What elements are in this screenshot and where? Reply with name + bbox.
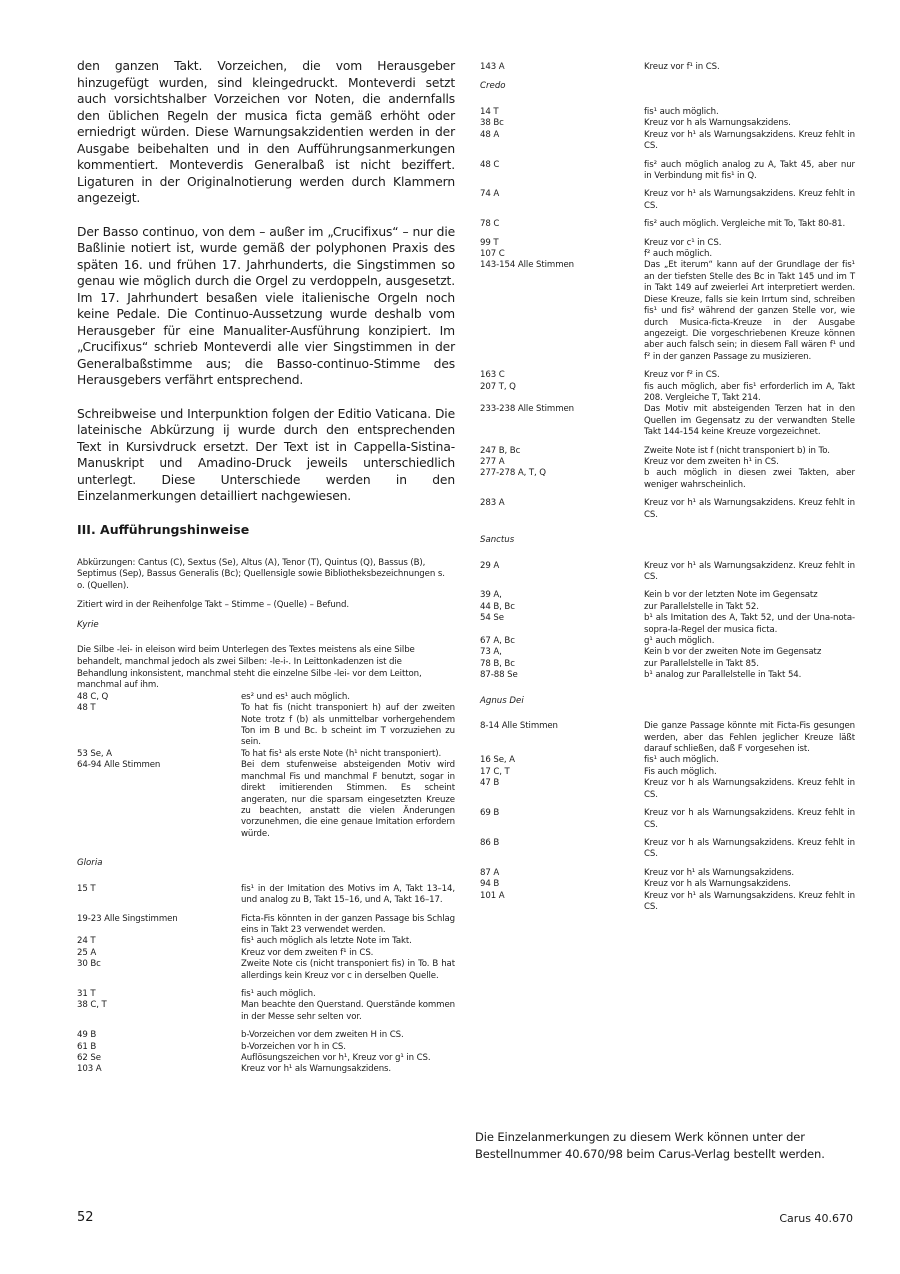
note-ref: 233-238 Alle Stimmen bbox=[480, 404, 575, 415]
note-row bbox=[77, 989, 455, 1000]
note-ref: 19-23 Alle Singstimmen bbox=[77, 913, 178, 924]
note-row bbox=[77, 948, 455, 959]
note-text: b¹ analog zur Parallelstelle in Takt 54. bbox=[644, 670, 802, 681]
note-ref: 101 A bbox=[480, 890, 505, 901]
note-ref: 62 Se bbox=[77, 1053, 101, 1063]
citation-note: Zitiert wird in der Reihenfolge Takt – Stimme – (Quelle) – Befund. bbox=[77, 600, 350, 611]
note-ref: 24 T bbox=[77, 936, 96, 947]
note-ref: 29 A bbox=[480, 560, 500, 571]
body-paragraph: den ganzen Takt. Vorzeichen, die vom Herausgeber hinzugefügt wurden, sind kleingedruckt. Monteverdi setzt auch vorsichtshalber Vorzeichen vor Noten, die andernfalls den üblichen Regeln der musica ficta gemäß erhöht oder erniedrigt würden. Diese Warnungsakzidentien werden in der Ausgabe beibehalten und in den Aufführungsanmerkungen kommentiert. Monteverdis Generalbaß ist nicht beziffert. Ligaturen in der Originalnotierung werden durch Klammern angezeigt. bbox=[77, 59, 455, 205]
note-row bbox=[480, 62, 855, 73]
note-text: fis¹ in der Imitation des Motivs im A, Takt 13–14, und analog zu B, Takt 15–16, und A, Takt 16–17. bbox=[241, 883, 455, 906]
note-text: fis² auch möglich analog zu A, Takt 45, aber nur in Verbindung mit fis¹ in Q. bbox=[644, 159, 855, 182]
note-text: Kein b vor der letzten Note im Gegensatz bbox=[644, 590, 818, 601]
note-row bbox=[480, 404, 855, 438]
note-text: es² und es¹ auch möglich. bbox=[241, 691, 350, 702]
publisher-reference: Carus 40.670 bbox=[779, 1212, 853, 1225]
note-text: Kreuz vor h als Warnungsakzidens. bbox=[644, 118, 791, 129]
kyrie-list bbox=[77, 692, 455, 840]
note-row bbox=[480, 868, 855, 879]
note-ref: 53 Se, A bbox=[77, 748, 112, 759]
note-text: Man beachte den Querstand. Querstände kommen in der Messe sehr selten vor. bbox=[241, 1000, 455, 1022]
note-row bbox=[480, 647, 855, 658]
note-row bbox=[480, 238, 855, 249]
note-ref: 30 Bc bbox=[77, 959, 101, 970]
note-text: b-Vorzeichen vor h in CS. bbox=[241, 1041, 346, 1052]
note-text: To hat fis¹ als erste Note (h¹ nicht transponiert). bbox=[241, 748, 442, 759]
note-text: Zweite Note ist f (nicht transponiert b) in To. bbox=[644, 445, 830, 456]
note-row bbox=[480, 767, 855, 778]
note-ref: 67 A, Bc bbox=[480, 636, 515, 647]
note-ref: 64-94 Alle Stimmen bbox=[77, 760, 161, 771]
kyrie-intro: Die Silbe -lei- in eleison wird beim Unterlegen des Textes meistens als eine Silbe behandelt, manchmal jedoch als zwei Silben: -le-i-. In Leittonkadenzen ist die Behandlung inkonsistent, manchmal steht die einzelne Silbe -lei- vor dem Leitton, manchmal auf ihm. bbox=[77, 645, 422, 691]
note-row bbox=[480, 446, 855, 457]
kyrie-title: Kyrie bbox=[77, 619, 99, 630]
note-text: Kreuz vor h als Warnungsakzidens. Kreuz fehlt in CS. bbox=[644, 808, 855, 830]
note-row bbox=[480, 879, 855, 890]
note-ref: 31 T bbox=[77, 988, 96, 999]
note-row bbox=[480, 130, 855, 153]
note-row bbox=[480, 755, 855, 766]
note-row bbox=[480, 613, 855, 636]
note-text: Das „Et iterum“ kann auf der Grundlage der fis¹ an der tiefsten Stelle des Bc in Takt 145 und im T in Takt 149 auf zweierlei Art interpretiert werden. Diese Kreuze, falls sie kein Irrtum sind, schreiben fis¹ und fis² während der ganzen Stelle vor, wie durch Musica-ficta-Kreuze in der Ausgabe angezeigt. Die vorgeschriebenen Kreuze können aber auch falsch sein; in diesem Fall wären f¹ und f² in der ganzen Passage zu musizieren. bbox=[644, 260, 855, 362]
note-row bbox=[480, 249, 855, 260]
note-row bbox=[480, 670, 855, 681]
note-text: Fis auch möglich. bbox=[644, 766, 717, 777]
note-row bbox=[77, 703, 455, 749]
note-ref: 38 Bc bbox=[480, 118, 504, 129]
note-text: Kreuz vor h¹ als Warnungsakzidenz. Kreuz fehlt in CS. bbox=[644, 560, 855, 582]
note-row bbox=[480, 891, 855, 914]
page-number: 52 bbox=[77, 1210, 94, 1225]
note-text: Ficta-Fis könnten in der ganzen Passage bis Schlag eins in Takt 23 verwendet werden. bbox=[241, 913, 455, 935]
note-ref: 48 A bbox=[480, 129, 500, 140]
note-row bbox=[77, 760, 455, 840]
note-ref: 48 T bbox=[77, 703, 96, 714]
note-row bbox=[77, 1053, 455, 1064]
note-text: Kein b vor der zweiten Note im Gegensatz bbox=[644, 647, 822, 658]
note-row bbox=[480, 457, 855, 468]
note-row bbox=[480, 636, 855, 647]
note-ref: 48 C, Q bbox=[77, 691, 109, 702]
note-ref: 277-278 A, T, Q bbox=[480, 468, 546, 479]
note-ref: 107 C bbox=[480, 249, 505, 260]
note-ref: 73 A, bbox=[480, 647, 502, 658]
note-row bbox=[77, 749, 455, 760]
note-row bbox=[77, 959, 455, 982]
note-row bbox=[480, 838, 855, 861]
note-text: Kreuz vor dem zweiten h¹ in CS. bbox=[644, 456, 779, 467]
note-row bbox=[480, 107, 855, 118]
note-ref: 25 A bbox=[77, 947, 97, 958]
note-row bbox=[77, 1030, 455, 1041]
note-text: f² auch möglich. bbox=[644, 249, 712, 260]
note-row bbox=[77, 1000, 455, 1023]
note-text: Kreuz vor h¹ als Warnungsakzidens. Kreuz fehlt in CS. bbox=[644, 129, 855, 152]
note-row bbox=[480, 260, 855, 363]
note-text: Auflösungszeichen vor h¹, Kreuz vor g¹ in CS. bbox=[241, 1053, 431, 1063]
note-row bbox=[480, 468, 855, 491]
note-text: Kreuz vor dem zweiten f¹ in CS. bbox=[241, 947, 374, 958]
note-text: Kreuz vor h als Warnungsakzidens. Kreuz fehlt in CS. bbox=[644, 778, 855, 800]
note-text: Kreuz vor h als Warnungsakzidens. bbox=[644, 879, 791, 890]
note-text: fis¹ auch möglich. bbox=[644, 107, 719, 117]
note-text: Kreuz vor c¹ in CS. bbox=[644, 237, 722, 248]
note-row bbox=[480, 721, 855, 755]
note-row bbox=[480, 160, 855, 183]
note-ref: 143 A bbox=[480, 62, 505, 72]
note-text: fis² auch möglich. Vergleiche mit To, Takt 80-81. bbox=[644, 219, 846, 230]
note-text: Das Motiv mit absteigenden Terzen hat in den Quellen im Gegensatz zu der verwandten Stelle Takt 144-154 keine Kreuze vorgezeichnet. bbox=[644, 404, 855, 438]
note-row bbox=[480, 561, 855, 584]
note-row bbox=[480, 118, 855, 129]
note-row bbox=[77, 914, 455, 937]
note-ref: 94 B bbox=[480, 879, 500, 890]
body-paragraph: Schreibweise und Interpunktion folgen der Editio Vaticana. Die lateinische Abkürzung ij wurde durch den entsprechenden Text in Kursivdruck ersetzt. Der Text ist in Cappella-Sistina-Manuskript und Amadino-Druck jeweils unterschiedlich unterlegt. Diese Unterschiede werden in den Einzelanmerkungen detailliert nachgewiesen. bbox=[77, 406, 455, 503]
order-note: Die Einzelanmerkungen zu diesem Werk können unter der Bestellnummer 40.670/98 beim Carus-Verlag bestellt werden. bbox=[475, 1130, 825, 1161]
note-ref: 86 B bbox=[480, 837, 500, 848]
note-ref: 14 T bbox=[480, 107, 499, 117]
gloria-list bbox=[77, 884, 455, 1076]
note-text: zur Parallelstelle in Takt 85. bbox=[644, 658, 759, 669]
note-row bbox=[77, 884, 455, 907]
note-ref: 99 T bbox=[480, 237, 499, 248]
note-row bbox=[480, 370, 855, 381]
note-ref: 247 B, Bc bbox=[480, 445, 521, 456]
sanctus-title: Sanctus bbox=[480, 535, 515, 545]
note-ref: 47 B bbox=[480, 778, 500, 789]
note-ref: 39 A, bbox=[480, 590, 502, 601]
credo-list bbox=[480, 107, 855, 521]
note-row bbox=[480, 602, 855, 613]
note-row bbox=[480, 382, 855, 405]
note-text: fis¹ auch möglich. bbox=[241, 988, 316, 999]
note-row bbox=[480, 659, 855, 670]
note-row bbox=[77, 1064, 455, 1075]
note-ref: 103 A bbox=[77, 1064, 102, 1075]
body-paragraph: Der Basso continuo, von dem – außer im „Crucifixus“ – nur die Baßlinie notiert ist, wurde gemäß der polyphonen Praxis des späten 16. und frühen 17. Jahrhunderts, die Singstimmen so genau wie möglich durch die Orgel zu verdoppeln, ausgesetzt. Im 17. Jahrhundert besaßen viele italienische Orgeln noch keine Pedale. Die Continuo-Aussetzung wurde deshalb vom Herausgeber für eine Manualiter-Ausführung konzipiert. Im „Crucifixus“ schrieb Monteverdi alle vier Singstimmen in der Generalbaßstimme aus; die Basso-continuo-Stimme des Herausgebers verfährt entsprechend. bbox=[77, 224, 455, 387]
note-row bbox=[480, 189, 855, 212]
note-ref: 49 B bbox=[77, 1030, 97, 1041]
section-heading: III. Aufführungshinweise bbox=[77, 521, 250, 537]
note-text: Kreuz vor f² in CS. bbox=[644, 370, 720, 381]
note-row bbox=[480, 219, 855, 230]
note-ref: 78 C bbox=[480, 219, 500, 230]
note-text: Kreuz vor h¹ als Warnungsakzidens. bbox=[644, 867, 795, 878]
note-text: Kreuz vor h als Warnungsakzidens. Kreuz fehlt in CS. bbox=[644, 837, 855, 860]
note-ref: 143-154 Alle Stimmen bbox=[480, 260, 575, 271]
gloria-title: Gloria bbox=[77, 858, 103, 869]
note-ref: 87-88 Se bbox=[480, 670, 518, 681]
note-ref: 15 T bbox=[77, 883, 96, 894]
note-row bbox=[77, 692, 455, 703]
note-ref: 207 T, Q bbox=[480, 381, 516, 392]
note-text: Zweite Note cis (nicht transponiert fis) in To. B hat allerdings kein Kreuz vor c in derselben Quelle. bbox=[241, 959, 455, 981]
note-ref: 87 A bbox=[480, 867, 500, 878]
note-text: Kreuz vor f¹ in CS. bbox=[644, 62, 720, 72]
note-text: fis¹ auch möglich. bbox=[644, 755, 719, 766]
note-text: b¹ als Imitation des A, Takt 52, und der Una-nota-sopra-la-Regel der musica ficta. bbox=[644, 613, 855, 635]
note-ref: 61 B bbox=[77, 1041, 97, 1052]
note-text: zur Parallelstelle in Takt 52. bbox=[644, 601, 759, 612]
right-column bbox=[480, 62, 855, 913]
note-row bbox=[480, 778, 855, 801]
note-ref: 38 C, T bbox=[77, 1000, 107, 1011]
note-text: Kreuz vor h¹ als Warnungsakzidens. bbox=[241, 1064, 392, 1075]
abbreviations-note: Abkürzungen: Cantus (C), Sextus (Se), Altus (A), Tenor (T), Quintus (Q), Bassus (B), Septimus (Sep), Bassus Generalis (Bc); Quellensigle sowie Bibliotheksbezeichnungen s. o. (Quellen). bbox=[77, 557, 445, 591]
note-text: Die ganze Passage könnte mit Ficta-Fis gesungen werden, aber das Fehlen jeglicher Kreuze läßt darauf schließen, daß F vorgesehen ist. bbox=[644, 721, 855, 755]
note-row bbox=[77, 1042, 455, 1053]
note-ref: 78 B, Bc bbox=[480, 658, 515, 669]
note-text: Kreuz vor h¹ als Warnungsakzidens. Kreuz fehlt in CS. bbox=[644, 890, 855, 912]
note-ref: 8-14 Alle Stimmen bbox=[480, 721, 558, 732]
note-row bbox=[480, 808, 855, 831]
note-ref: 283 A bbox=[480, 498, 505, 509]
note-text: g¹ auch möglich. bbox=[644, 636, 715, 647]
note-text: Bei dem stufenweise absteigenden Motiv wird manchmal Fis und manchmal F benutzt, sogar in direkt imitierenden Stimmen. Es scheint angeraten, nur die sparsam eingesetzten Kreuze zu beachten, anstatt die vielen Änderungen vorzunehmen, die eine genaue Imitation erfordern würde. bbox=[241, 760, 455, 839]
note-ref: 16 Se, A bbox=[480, 755, 515, 766]
note-ref: 69 B bbox=[480, 808, 500, 819]
agnus-title: Agnus Dei bbox=[480, 695, 524, 706]
note-text: b-Vorzeichen vor dem zweiten H in CS. bbox=[241, 1030, 404, 1041]
note-text: To hat fis (nicht transponiert h) auf der zweiten Note trotz f (b) als unmittelbar vorhergehendem Ton im B und Bc. b scheint im T vorzuziehen zu sein. bbox=[241, 703, 455, 748]
left-column bbox=[77, 58, 455, 1076]
sanctus-list bbox=[480, 561, 855, 682]
credo-title: Credo bbox=[480, 81, 506, 92]
note-text: fis¹ auch möglich als letzte Note im Takt. bbox=[241, 936, 412, 947]
note-ref: 163 C bbox=[480, 370, 505, 381]
note-text: Kreuz vor h¹ als Warnungsakzidens. Kreuz fehlt in CS. bbox=[644, 498, 855, 520]
note-row bbox=[480, 498, 855, 521]
note-text: b auch möglich in diesen zwei Takten, aber weniger wahrscheinlich. bbox=[644, 468, 855, 490]
note-row bbox=[77, 936, 455, 947]
note-text: Kreuz vor h¹ als Warnungsakzidens. Kreuz fehlt in CS. bbox=[644, 189, 855, 211]
agnus-list bbox=[480, 721, 855, 913]
note-text: fis auch möglich, aber fis¹ erforderlich im A, Takt 208. Vergleiche T, Takt 214. bbox=[644, 381, 855, 403]
note-ref: 48 C bbox=[480, 159, 500, 170]
note-ref: 277 A bbox=[480, 456, 505, 467]
note-ref: 44 B, Bc bbox=[480, 601, 515, 612]
note-row bbox=[480, 590, 855, 601]
note-ref: 74 A bbox=[480, 189, 500, 200]
note-ref: 17 C, T bbox=[480, 766, 510, 777]
note-ref: 54 Se bbox=[480, 613, 504, 624]
